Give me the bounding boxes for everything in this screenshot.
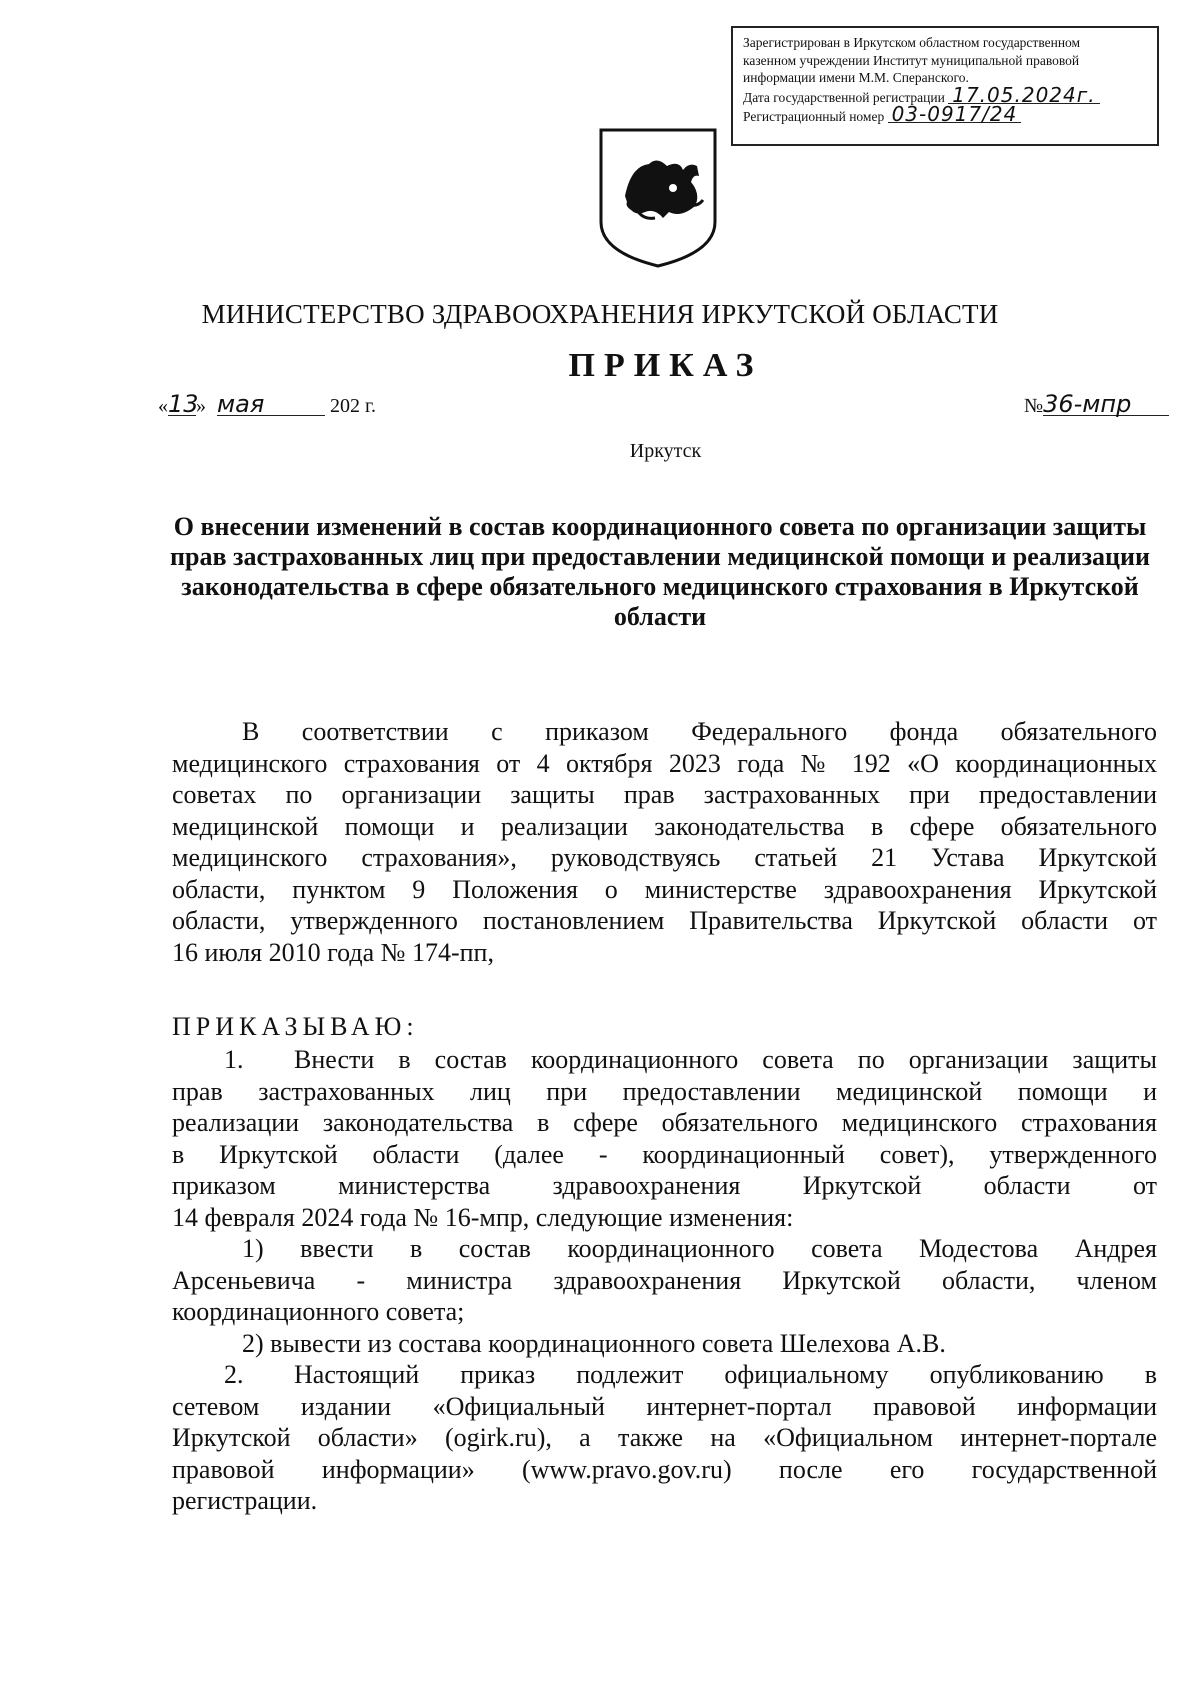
text-line: В соответствии с приказом Федерального фонда обязательного <box>242 717 1157 746</box>
document-type: ПРИКАЗ <box>568 347 763 384</box>
stamp-line: казенном учреждении Институт муниципальной правовой <box>743 52 1080 68</box>
text-line: реализации законодательства в сфере обязательного медицинского страхования <box>172 1108 1157 1137</box>
text-line: медицинского страхования», руководствуясь статьей 21 Устава Иркутской <box>172 843 1157 872</box>
text-line: Иркутской области» (ogirk.ru), а также на «Официальном интернет-портале <box>172 1423 1157 1452</box>
text-line: советах по организации защиты прав застрахованных при предоставлении <box>172 780 1157 809</box>
stamp-line: информации имени М.М. Сперанского. <box>743 70 969 85</box>
registration-stamp <box>731 26 1159 146</box>
stamp-reg-label: Регистрационный номер <box>743 109 885 124</box>
text-line: области, пунктом 9 Положения о министерстве здравоохранения Иркутской <box>172 874 1157 904</box>
number-value: 36-мпр <box>1043 393 1169 416</box>
text-line: Внести в состав координационного совета по организации защиты <box>294 1045 1157 1074</box>
text-line: медицинской помощи и реализации законодательства в сфере обязательного <box>172 811 1157 841</box>
text-line: приказом министерства здравоохранения Иркутской области от <box>172 1171 1157 1200</box>
item-2-number: 2. <box>224 1360 244 1389</box>
subitem-1: 1) ввести в состав координационного совета Модестова Андрея <box>242 1234 1157 1263</box>
text-line: сетевом издании «Официальный интернет-портал правовой информации <box>172 1391 1157 1421</box>
preamble-paragraph <box>172 716 1157 968</box>
item-2-first-line <box>172 1359 1157 1391</box>
text-line: координационного совета; <box>172 1297 465 1326</box>
text-line: области, утвержденного постановлением Правительства Иркутской области от <box>172 906 1157 935</box>
document-date <box>158 390 376 418</box>
text-line: Настоящий приказ подлежит официальному опубликованию в <box>294 1360 1157 1389</box>
document-number <box>1024 390 1169 418</box>
text-line: медицинского страхования от 4 октября 2023 года № 192 «О координационных <box>172 748 1157 778</box>
number-label: № <box>1024 395 1044 417</box>
text-line: Арсеньевича - министра здравоохранения Иркутской области, членом <box>172 1265 1157 1295</box>
order-word: ПРИКАЗЫВАЮ: <box>172 1012 419 1041</box>
subitem-2: 2) вывести из состава координационного совета Шелехова А.В. <box>242 1328 946 1358</box>
text-line: прав застрахованных лиц при предоставлении медицинской помощи и <box>172 1076 1157 1106</box>
text-line: 16 июля 2010 года № 174-пп, <box>172 937 494 967</box>
ministry-name: МИНИСТЕРСТВО ЗДРАВООХРАНЕНИЯ ИРКУТСКОЙ ОБЛАСТИ <box>201 299 999 329</box>
text-line: правовой информации» (www.pravo.gov.ru) после его государственной <box>172 1454 1157 1484</box>
date-quote-open: « <box>158 395 168 417</box>
item-1-first-line <box>172 1044 1157 1076</box>
text-line: регистрации. <box>172 1486 318 1515</box>
stamp-date-label: Дата государственной регистрации <box>743 89 945 105</box>
order-items <box>172 1044 1157 1517</box>
coat-of-arms-emblem <box>597 126 719 270</box>
stamp-reg-row <box>743 102 1147 126</box>
date-month: мая <box>217 393 325 416</box>
text-line: 14 февраля 2024 года № 16-мпр, следующие изменения: <box>172 1202 794 1232</box>
item-1-number: 1. <box>224 1045 244 1074</box>
text-line: в Иркутской области (далее - координационный совет), утвержденного <box>172 1139 1157 1169</box>
document-title: О внесении изменений в состав координационного совета по организации защиты прав застрахованных лиц при предоставлении медицинской помощи и реализации законодательства в сфере обязательного медицинского страхования в Иркутской области <box>170 512 1150 631</box>
stamp-reg-value: 03-0917/24 <box>888 106 1022 123</box>
stamp-line: Зарегистрирован в Иркутском областном государственном <box>743 35 1081 50</box>
date-year: 202 г. <box>330 395 376 417</box>
date-quote-close: » <box>196 395 206 417</box>
date-day: 13 <box>168 390 199 418</box>
document-city: Иркутск <box>629 440 702 462</box>
stamp-date-value: 17.05.2024г. <box>948 87 1099 104</box>
